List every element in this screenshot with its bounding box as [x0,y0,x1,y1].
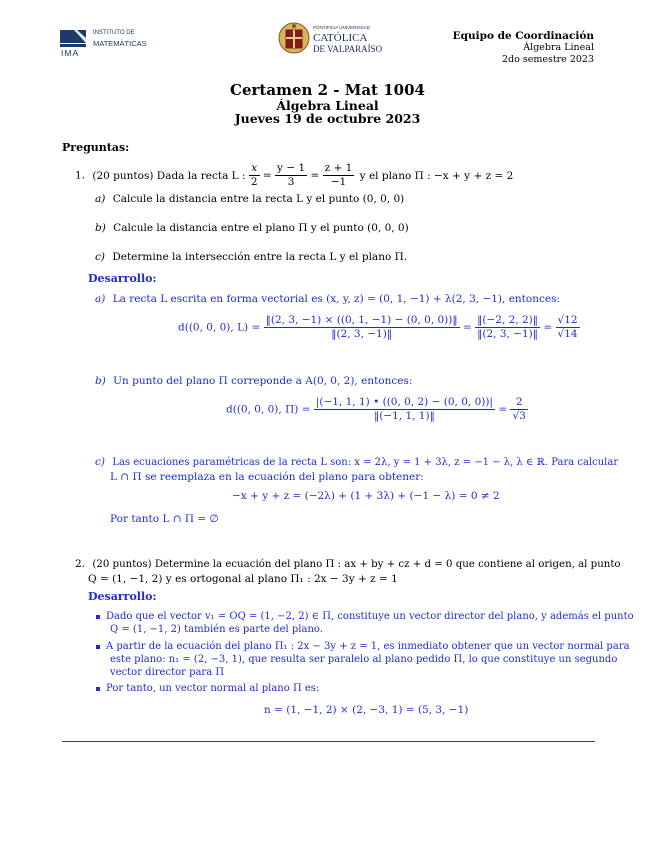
footer-divider [62,741,595,742]
q1-sol-b [95,375,412,387]
q1-sol-b-lhs: d((0, 0, 0), Π) = [226,403,311,416]
bullet-icon [96,687,100,691]
q2-bullet-2-l2: este plano: n₁ = (2, −3, 1), que resulta ser paralelo al plano pedido Π, lo que constituye un segundo [110,654,618,665]
q1-sol-c-label: c) [95,456,105,468]
pucv-logo [278,22,388,60]
q1-item-b-label: b) [95,222,106,234]
q1-sol-a-frac1-num: ‖(2, 3, −1) × ((0, 1, −1) − (0, 0, 0))‖ [265,314,458,326]
q1-sol-c-conclusion: Por tanto L ∩ Π = ∅ [110,513,219,525]
q1-number: 1. [75,169,86,182]
title-line2: Álgebra Lineal [276,98,379,113]
q1-frac-y [275,162,307,189]
q1-frac-z-num: z + 1 [324,162,353,174]
q1-sol-a-frac3 [556,314,580,341]
q1-sol-b-formula: d((0, 0, 0), Π) = $\frac{|(-1, 1, 1) • ((0, 0, 2) - (0, 0, 0))|}{‖(-1, 1, 1)‖}$ = $\frac{2}{√3}$ [226,396,526,422]
q1-item-b-text: Calcule la distancia entre el plano Π y el punto (0, 0, 0) [113,222,409,234]
ima-logo-line1: INSTITUTO DE [93,30,135,36]
q1-sol-b-frac2 [510,396,527,423]
q1-sol-a-label: a) [95,293,106,305]
q1-statement: 1. (20 puntos) Dada la recta L : $\frac{x}{2}$ = $\frac{y - 1}{3}$ = $\frac{z + 1}{-1}$ y el plano Π : −x + y + z = 2 [75,162,514,188]
q1-sol-c-text1: Las ecuaciones paramétricas de la recta L son: x = 2λ, y = 1 + 3λ, z = −1 − λ, λ ∈ ℝ. Para calcular [112,457,619,468]
pucv-logo-line3: DE VALPARAÍSO [313,44,383,54]
bullet-icon [96,645,100,649]
q1-frac-z [323,162,355,189]
q1-plane: y el plano Π : −x + y + z = 2 [359,169,514,182]
q1-sol-a-text: La recta L escrita en forma vectorial es (x, y, z) = (0, 1, −1) + λ(2, 3, −1), entonces: [112,293,561,305]
q1-frac-z-den: −1 [330,176,347,188]
q1-sol-b-frac2-den: √3 [512,410,526,422]
title-line1: Certamen 2 - Mat 1004 [230,81,425,99]
q2-normal-equation: n = (1, −1, 2) × (2, −3, 1) = (5, 3, −1) [264,704,469,716]
header-semester: 2do semestre 2023 [501,54,594,65]
q2-bullet-1-l1: Dado que el vector v₁ = OQ = (1, −2, 2) ∈ Π, constituye un vector director del plano, y además el punto [106,611,634,622]
q1-sol-b-text: Un punto del plano Π correponde a A(0, 0, 2), entonces: [113,375,413,387]
header-course: Álgebra Lineal [523,42,594,53]
q1-frac-x-den: 2 [250,176,258,188]
preguntas-label: Preguntas: [62,141,130,154]
header-team: Equipo de Coordinación [452,30,594,42]
q1-sol-a-frac1-den: ‖(2, 3, −1)‖ [331,328,393,340]
q1-sol-a-frac3-num: √12 [557,314,578,326]
exam-title [0,82,655,125]
q1-item-c [95,251,407,263]
q1-sol-a-frac3-den: √14 [557,328,578,340]
ima-logo [60,30,147,58]
q1-sol-a-frac2-den: ‖(2, 3, −1)‖ [477,328,539,340]
q2-bullet-3-l1: Por tanto, un vector normal al plano Π es: [106,683,320,694]
q1-item-b [95,222,409,234]
q1-intro: (20 puntos) Dada la recta L : [92,169,246,182]
q2-desarrollo: Desarrollo: [88,590,157,603]
q1-sol-a-frac2 [475,314,540,341]
q1-sol-b-frac1-num: |(−1, 1, 1) • ((0, 0, 2) − (0, 0, 0))| [315,396,493,408]
q2-line1: (20 puntos) Determine la ecuación del plano Π : ax + by + cz + d = 0 que contiene al origen, al punto [92,559,621,570]
q1-frac-y-num: y − 1 [277,162,306,174]
q1-item-c-text: Determine la intersección entre la recta L y el plano Π. [112,251,408,263]
q2-bullet-2-l3: vector director para Π [110,667,225,678]
q2-bullet-2 [96,640,630,679]
q1-item-c-label: c) [95,251,105,263]
q1-desarrollo: Desarrollo: [88,272,157,285]
q1-sol-b-frac2-num: 2 [510,396,527,410]
q2-bullet-1 [96,610,634,636]
q2-statement [75,558,621,585]
q1-sol-a-formula: d((0, 0, 0), L) = $\frac{‖(2, 3, -1) \times ((0, 1, -1) - (0, 0, 0))‖}{‖(2, 3, -1)‖}$ = $\frac{‖(-2, 2, 2)‖}{‖(2, 3, -1)‖}$ = $\frac{√12}{√14}$ [178,314,578,340]
ima-logo-line2: MATEMÁTICAS [93,39,147,48]
q1-sol-b-label: b) [95,375,106,387]
q1-sol-a-lhs: d((0, 0, 0), L) = [178,321,261,334]
pucv-logo-line2: CATÓLICA [313,32,368,44]
q1-frac-x-num: x [249,162,260,176]
title-line3: Jueves 19 de octubre 2023 [234,111,421,126]
q1-item-a-text: Calcule la distancia entre la recta L y el punto (0, 0, 0) [112,193,405,205]
pucv-logo-line1: PONTIFICIA UNIVERSIDAD [313,25,371,30]
q1-item-a-label: a) [95,193,106,205]
ima-logo-line3: IMA [61,48,80,58]
q1-sol-a-frac2-num: ‖(−2, 2, 2)‖ [477,314,539,326]
q2-line2: Q = (1, −1, 2) y es ortogonal al plano Π₁ : 2x − 3y + z = 1 [88,573,398,585]
q1-sol-b-frac1-den: ‖(−1, 1, 1)‖ [373,410,435,422]
q1-sol-c [95,456,619,483]
header-right [453,30,594,66]
q1-frac-x [249,162,260,189]
q2-bullet-3 [96,682,596,695]
q1-sol-a-frac1 [264,314,460,341]
q1-item-a [95,193,404,205]
q1-sol-c-text2: L ∩ Π se reemplaza en la ecuación del plano para obtener: [110,471,424,483]
q1-frac-y-den: 3 [287,176,295,188]
pucv-crest-icon [278,22,310,58]
q1-sol-b-frac1 [314,396,495,423]
q2-bullet-2-l1: A partir de la ecuación del plano Π₁ : 2x − 3y + z = 1, es inmediato obtener que un vector normal para [106,641,630,652]
q1-sol-a [95,293,560,305]
q2-number: 2. [75,558,86,570]
q2-bullet-1-l2: Q = (1, −1, 2) también es parte del plano. [110,624,323,635]
q1-sol-c-equation: −x + y + z = (−2λ) + (1 + 3λ) + (−1 − λ) = 0 ≠ 2 [232,490,500,502]
bullet-icon [96,615,100,619]
